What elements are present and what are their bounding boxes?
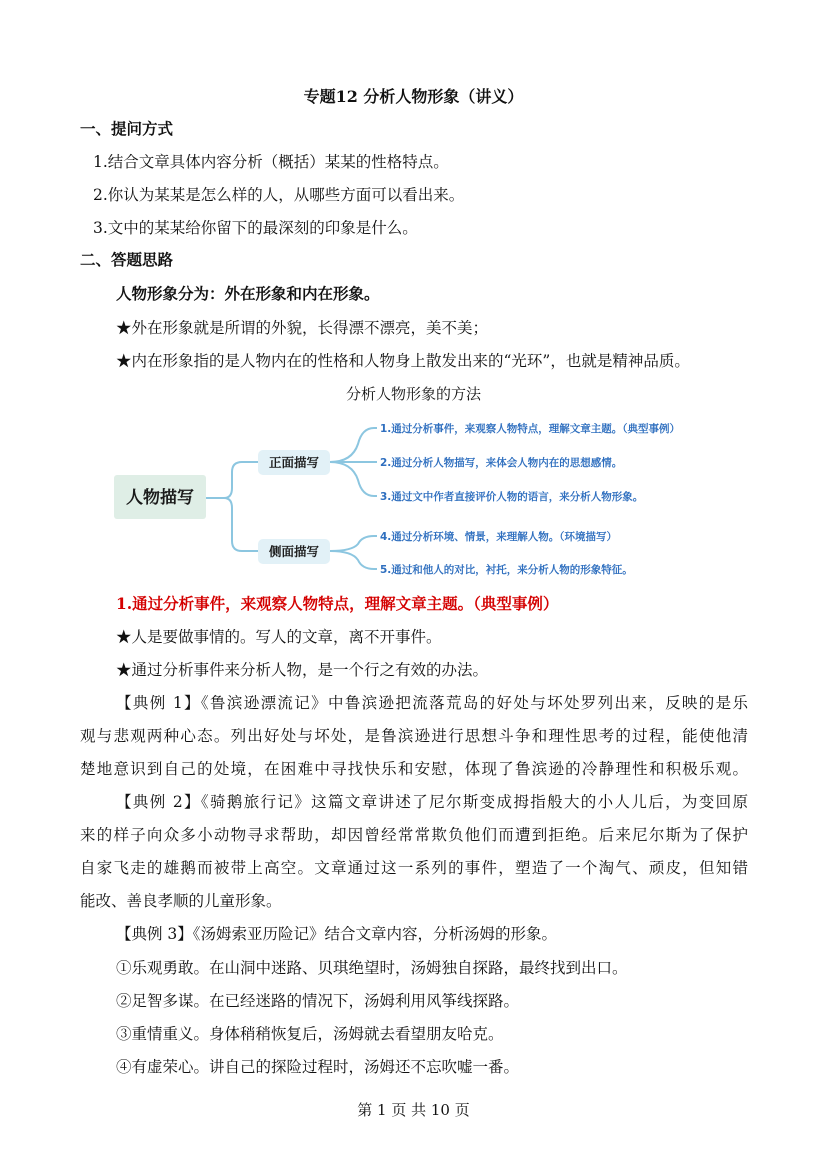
mindmap-root-label: 人物描写 (126, 488, 194, 508)
mindmap-leaf: 4.通过分析环境、情景，来理解人物。（环境描写） (380, 531, 618, 543)
page-title: 专题12 分析人物形象（讲义） (303, 87, 524, 106)
connector-negative-leaf-4 (330, 536, 377, 551)
connector-negative-leaf-5 (330, 551, 377, 569)
example-3-item: ②足智多谋。在已经迷路的情况下，汤姆利用风筝线探路。 (116, 992, 520, 1010)
connector-positive-leaf-3 (330, 462, 377, 496)
example-1-line: 【典例 1】《鲁滨逊漂流记》中鲁滨逊把流落荒岛的好处与坏处罗列出来，反映的是乐 (116, 694, 748, 712)
example-2-line: 自家飞走的雄鹅而被带上高空。文章通过这一系列的事件，塑造了一个淘气、顽皮，但知错 (80, 859, 748, 877)
question-item: 3.文中的某某给你留下的最深刻的印象是什么。 (93, 219, 418, 237)
star-point: ★内在形象指的是人物内在的性格和人物身上散发出来的“光环”，也就是精神品质。 (116, 352, 690, 370)
mindmap-branch-positive-label: 正面描写 (268, 455, 320, 470)
section-heading-approach: 二、答题思路 (80, 250, 174, 269)
page-footer: 第 1 页 共 10 页 (357, 1101, 470, 1119)
connector-positive-leaf-1 (330, 428, 377, 462)
point-heading: 1.通过分析事件，来观察人物特点，理解文章主题。（典型事例） (116, 594, 559, 613)
question-item: 1.结合文章具体内容分析（概括）某某的性格特点。 (93, 153, 449, 171)
star-point: ★外在形象就是所谓的外貌，长得漂不漂亮，美不美； (116, 319, 489, 337)
question-item: 2.你认为某某是怎么样的人，从哪些方面可以看出来。 (93, 186, 465, 204)
connector-root-to-positive (206, 462, 258, 498)
example-3-item: ③重情重义。身体稍稍恢复后，汤姆就去看望朋友哈克。 (116, 1025, 504, 1043)
mindmap-diagram (112, 408, 722, 586)
example-1-line: 观与悲观两种心态。列出好处与坏处，是鲁滨逊进行思想斗争和理性思考的过程，能使他清 (80, 727, 748, 745)
example-3-item: ①乐观勇敢。在山洞中迷路、贝琪绝望时，汤姆独自探路，最终找到出口。 (116, 959, 628, 977)
star-point: ★人是要做事情的。写人的文章，离不开事件。 (116, 628, 442, 646)
mindmap-leaf: 2.通过分析人物描写，来体会人物内在的思想感情。 (380, 457, 623, 469)
example-2-line: 【典例 2】《骑鹅旅行记》这篇文章讲述了尼尔斯变成拇指般大的小人儿后，为变回原 (116, 793, 748, 811)
example-3-item: ④有虚荣心。讲自己的探险过程时，汤姆还不忘吹嘘一番。 (116, 1058, 520, 1076)
star-point: ★通过分析事件来分析人物，是一个行之有效的办法。 (116, 661, 489, 679)
mindmap-leaf: 5.通过和他人的对比，衬托，来分析人物的形象特征。 (380, 564, 633, 576)
mindmap-branch-negative-label: 侧面描写 (268, 544, 320, 559)
section-heading-questions: 一、提问方式 (80, 119, 174, 138)
mindmap-leaf: 3.通过文中作者直接评价人物的语言，来分析人物形象。 (380, 491, 644, 503)
intro-text: 人物形象分为：外在形象和内在形象。 (116, 284, 380, 303)
example-1-line: 楚地意识到自己的处境，在困难中寻找快乐和安慰，体现了鲁滨逊的冷静理性和积极乐观。 (80, 760, 748, 778)
connector-root-to-negative (206, 498, 258, 551)
mindmap-caption: 分析人物形象的方法 (345, 385, 481, 403)
example-3-intro: 【典例 3】《汤姆索亚历险记》结合文章内容，分析汤姆的形象。 (116, 925, 558, 943)
example-2-line: 能改、善良孝顺的儿童形象。 (80, 892, 282, 910)
mindmap-leaf: 1.通过分析事件，来观察人物特点，理解文章主题。（典型事例） (380, 423, 681, 435)
example-2-line: 来的样子向众多小动物寻求帮助，却因曾经常常欺负他们而遭到拒绝。后来尼尔斯为了保护 (80, 826, 748, 844)
